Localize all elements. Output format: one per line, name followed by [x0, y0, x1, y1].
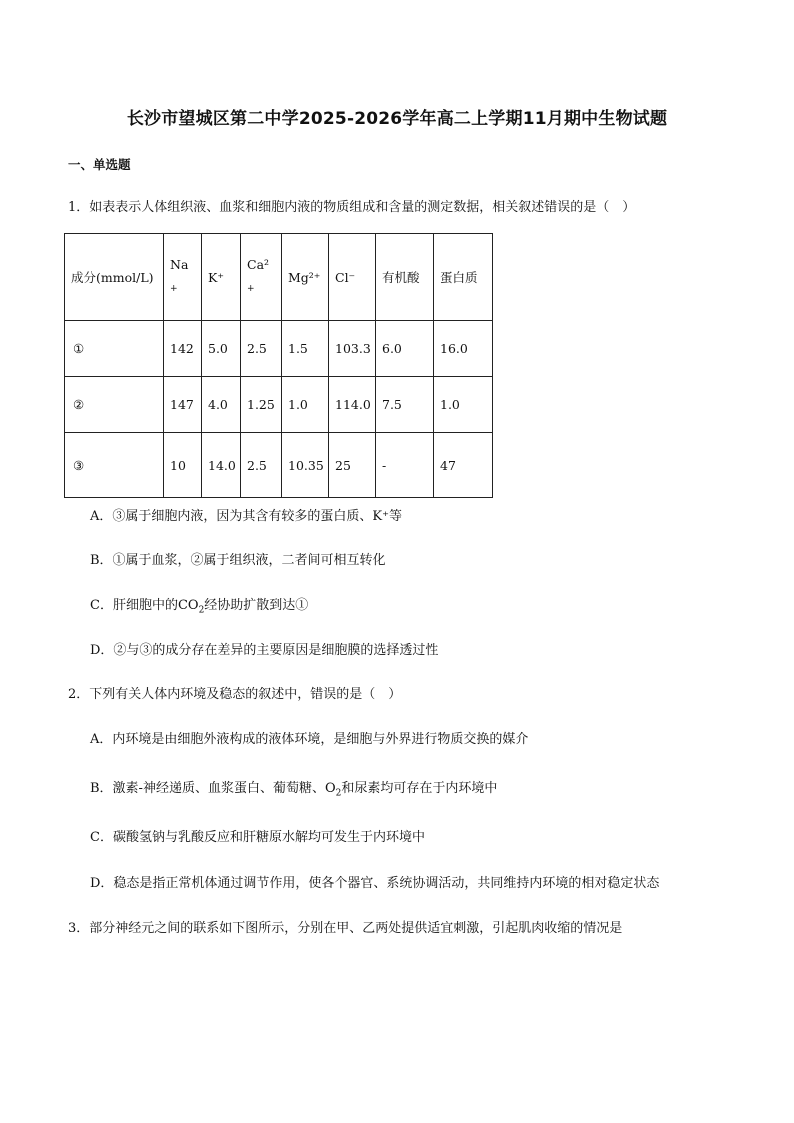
cell-k: 4.0 [202, 377, 241, 433]
cell-cl: 25 [329, 433, 376, 498]
q1-option-b: B．①属于血浆，②属于组织液，二者间可相互转化 [90, 553, 386, 568]
cell-organic-acid: 7.5 [376, 377, 434, 433]
cell-ca: 2.5 [241, 321, 282, 377]
question-1-stem: 1．如表表示人体组织液、血浆和细胞内液的物质组成和含量的测定数据，相关叙述错误的是（ ） [68, 200, 636, 215]
header-organic-acid: 有机酸 [376, 234, 434, 321]
header-component: 成分(mmol/L) [65, 234, 164, 321]
cell-na: 10 [164, 433, 202, 498]
cell-cl: 103.3 [329, 321, 376, 377]
header-ca: Ca² + [241, 234, 282, 321]
row-label: ③ [65, 433, 164, 498]
cell-ca: 2.5 [241, 433, 282, 498]
cell-na: 147 [164, 377, 202, 433]
cell-protein: 47 [434, 433, 493, 498]
q1-option-d: D．②与③的成分存在差异的主要原因是细胞膜的选择透过性 [90, 643, 439, 658]
page-title: 长沙市望城区第二中学2025-2026学年高二上学期11月期中生物试题 [126, 109, 668, 129]
table-row [65, 321, 493, 377]
q2-option-d: D．稳态是指正常机体通过调节作用，使各个器官、系统协调活动，共同维持内环境的相对稳定状态 [90, 876, 660, 891]
cell-protein: 1.0 [434, 377, 493, 433]
q2-option-c: C．碳酸氢钠与乳酸反应和肝糖原水解均可发生于内环境中 [90, 830, 425, 845]
header-mg: Mg²⁺ [282, 234, 329, 321]
header-na: Na + [164, 234, 202, 321]
cell-mg: 1.0 [282, 377, 329, 433]
q2-option-a: A．内环境是由细胞外液构成的液体环境，是细胞与外界进行物质交换的媒介 [90, 732, 529, 747]
q2-option-b: B．激素-神经递质、血浆蛋白、葡萄糖、$O_2$和尿素均可存在于内环境中 [90, 781, 498, 799]
header-k: K⁺ [202, 234, 241, 321]
row-label: ① [65, 321, 164, 377]
question-3-stem: 3．部分神经元之间的联系如下图所示，分别在甲、乙两处提供适宜刺激，引起肌肉收缩的情况是 [68, 921, 623, 936]
header-protein: 蛋白质 [434, 234, 493, 321]
question-2-stem: 2．下列有关人体内环境及稳态的叙述中，错误的是（ ） [68, 687, 402, 702]
cell-mg: 10.35 [282, 433, 329, 498]
cell-k: 14.0 [202, 433, 241, 498]
row-label: ② [65, 377, 164, 433]
cell-cl: 114.0 [329, 377, 376, 433]
cell-organic-acid: - [376, 433, 434, 498]
composition-table [64, 233, 493, 498]
section-heading: 一、单选题 [68, 157, 131, 172]
table-header-row [65, 234, 493, 321]
cell-protein: 16.0 [434, 321, 493, 377]
cell-organic-acid: 6.0 [376, 321, 434, 377]
header-cl: Cl⁻ [329, 234, 376, 321]
cell-na: 142 [164, 321, 202, 377]
table-row [65, 377, 493, 433]
cell-k: 5.0 [202, 321, 241, 377]
cell-ca: 1.25 [241, 377, 282, 433]
table-row [65, 433, 493, 498]
q1-option-c: C．肝细胞中的$CO_2$经协助扩散到达① [90, 598, 309, 616]
q1-option-a: A．③属于细胞内液，因为其含有较多的蛋白质、K⁺等 [90, 509, 402, 524]
cell-mg: 1.5 [282, 321, 329, 377]
